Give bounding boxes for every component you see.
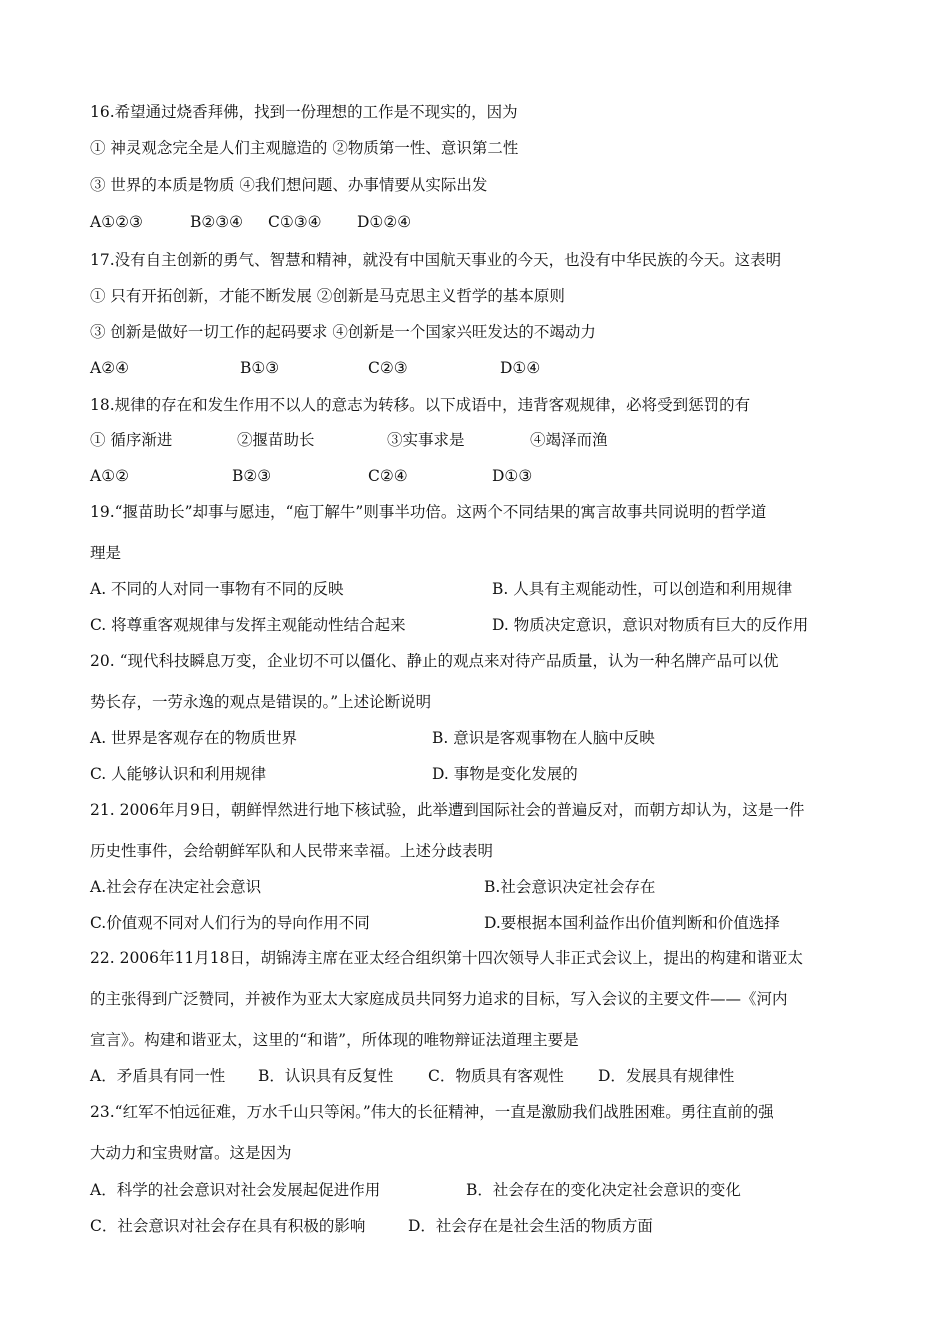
- q17-statements-1: ① 只有开拓创新，才能不断发展 ②创新是马克思主义哲学的基本原则: [90, 287, 565, 305]
- q18-option-d: D①③: [492, 467, 533, 485]
- q22-stem-line-1: 22. 2006年11月18日，胡锦涛主席在亚太经合组织第十四次领导人非正式会议上，提出的构建和谐亚太: [90, 949, 803, 967]
- q21-stem-line-1: 21. 2006年月9日，朝鲜悍然进行地下核试验，此举遭到国际社会的普遍反对，而朝方却认为，这是一件: [90, 801, 805, 819]
- q19-stem-line-2: 理是: [90, 544, 122, 562]
- q23-option-c: C．社会意识对社会存在具有积极的影响: [90, 1217, 366, 1235]
- q21-option-c: C.价值观不同对人们行为的导向作用不同: [90, 914, 370, 932]
- q23-stem-line-1: 23.“红军不怕远征难，万水千山只等闲。”伟大的长征精神，一直是激励我们战胜困难。勇往直前的强: [90, 1103, 774, 1121]
- q20-stem-line-1: 20. “现代科技瞬息万变，企业切不可以僵化、静止的观点来对待产品质量，认为一种名牌产品可以优: [90, 652, 779, 670]
- q16-option-d: D①②④: [357, 213, 412, 231]
- q17-option-a: A②④: [90, 359, 129, 377]
- q16-statements-1: ① 神灵观念完全是人们主观臆造的 ②物质第一性、意识第二性: [90, 139, 519, 157]
- q18-statement-3: ③实事求是: [387, 431, 465, 449]
- q17-option-b: B①③: [240, 359, 280, 377]
- q19-option-c: C. 将尊重客观规律与发挥主观能动性结合起来: [90, 616, 406, 634]
- q23-option-d: D．社会存在是社会生活的物质方面: [408, 1217, 653, 1235]
- q20-option-d: D. 事物是变化发展的: [432, 765, 578, 783]
- q16-option-b: B②③④: [190, 213, 244, 231]
- q16-stem: 16.希望通过烧香拜佛，找到一份理想的工作是不现实的，因为: [90, 103, 518, 121]
- q18-option-b: B②③: [232, 467, 272, 485]
- q23-option-a: A．科学的社会意识对社会发展起促进作用: [90, 1181, 381, 1199]
- q18-statement-1: ① 循序渐进: [90, 431, 173, 449]
- q22-option-b: B．认识具有反复性: [258, 1067, 394, 1085]
- q19-stem-line-1: 19.“揠苗助长”却事与愿违，“庖丁解牛”则事半功倍。这两个不同结果的寓言故事共同说明的哲学道: [90, 503, 767, 521]
- q22-option-c: C．物质具有客观性: [428, 1067, 564, 1085]
- q22-option-d: D．发展具有规律性: [598, 1067, 735, 1085]
- q23-option-b: B．社会存在的变化决定社会意识的变化: [466, 1181, 741, 1199]
- q21-option-a: A.社会存在决定社会意识: [90, 878, 262, 896]
- q16-option-a: A①②③: [90, 213, 143, 231]
- q16-statements-2: ③ 世界的本质是物质 ④我们想问题、办事情要从实际出发: [90, 176, 488, 194]
- q19-option-d: D. 物质决定意识，意识对物质有巨大的反作用: [492, 616, 809, 634]
- q20-stem-line-2: 势长存，一劳永逸的观点是错误的。”上述论断说明: [90, 693, 432, 711]
- q17-option-c: C②③: [368, 359, 408, 377]
- q17-option-d: D①④: [500, 359, 541, 377]
- q19-option-a: A. 不同的人对同一事物有不同的反映: [90, 580, 344, 598]
- q21-stem-line-2: 历史性事件，会给朝鲜军队和人民带来幸福。上述分歧表明: [90, 842, 494, 860]
- q17-stem: 17.没有自主创新的勇气、智慧和精神，就没有中国航天事业的今天，也没有中华民族的今天。这表明: [90, 251, 782, 269]
- q16-option-c: C①③④: [268, 213, 322, 231]
- q18-option-c: C②④: [368, 467, 408, 485]
- q17-statements-2: ③ 创新是做好一切工作的起码要求 ④创新是一个国家兴旺发达的不竭动力: [90, 323, 596, 341]
- q18-statement-4: ④竭泽而渔: [530, 431, 608, 449]
- q23-stem-line-2: 大动力和宝贵财富。这是因为: [90, 1144, 292, 1162]
- q21-option-b: B.社会意识决定社会存在: [484, 878, 656, 896]
- q22-stem-line-2: 的主张得到广泛赞同，并被作为亚太大家庭成员共同努力追求的目标，写入会议的主要文件——《河内: [90, 990, 788, 1008]
- q19-option-b: B. 人具有主观能动性，可以创造和利用规律: [492, 580, 793, 598]
- q20-option-b: B. 意识是客观事物在人脑中反映: [432, 729, 655, 747]
- q20-option-a: A. 世界是客观存在的物质世界: [90, 729, 298, 747]
- q18-statement-2: ②揠苗助长: [237, 431, 315, 449]
- q20-option-c: C. 人能够认识和利用规律: [90, 765, 267, 783]
- q18-option-a: A①②: [90, 467, 129, 485]
- q21-option-d: D.要根据本国利益作出价值判断和价值选择: [484, 914, 780, 932]
- q22-option-a: A．矛盾具有同一性: [90, 1067, 226, 1085]
- q22-stem-line-3: 宣言》。构建和谐亚太，这里的“和谐”，所体现的唯物辩证法道理主要是: [90, 1031, 579, 1049]
- q18-stem: 18.规律的存在和发生作用不以人的意志为转移。以下成语中，违背客观规律，必将受到惩罚的有: [90, 396, 751, 414]
